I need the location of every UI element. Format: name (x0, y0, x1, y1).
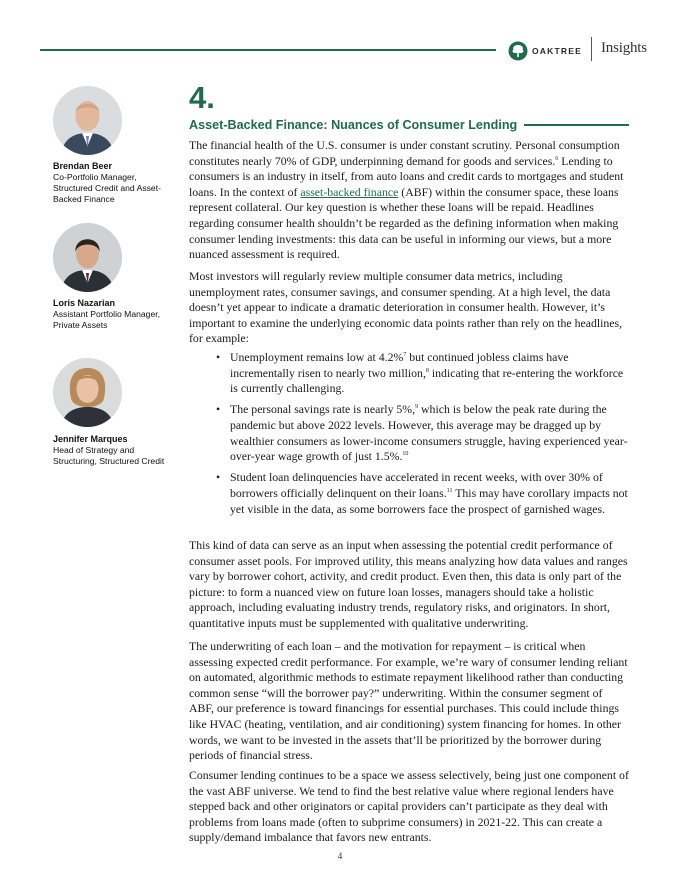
footnote-ref[interactable]: 8 (425, 367, 429, 374)
bullet-text: The personal savings rate is nearly 5%, (230, 402, 416, 417)
author-role: Assistant Portfolio Manager, Private Assets (53, 309, 160, 331)
oak-tree-icon (508, 41, 528, 61)
bullet-list (216, 350, 629, 523)
para1-text-b: Lending to consumers is an industry in itself, from auto loans and credit cards to mortgages and student loans. In the context of (189, 153, 624, 199)
footnote-ref[interactable]: 7 (403, 352, 407, 359)
bullet-text: Student loan delinquencies have accelerated in recent weeks, with over 30% of borrowers officially delinquent on their loans. (230, 470, 603, 500)
oaktree-logo (508, 40, 582, 62)
logo-divider (591, 37, 592, 61)
bullet-text: This may have corollary impacts not yet visible in the data, as some borrowers face the prospect of garnished wages. (230, 485, 628, 516)
para2-text: Most investors will regularly review multiple consumer data metrics, including unemployment rates, consumer savings, and consumer spending. At a high level, the data doesn’t yet appear to indicate a dramatic deterioration in consumer health. However, it’s important to examine the underlying economic data points rather than rely on the headlines, for example: (189, 269, 623, 346)
list-item (216, 402, 629, 464)
author-loris-nazarian (53, 298, 168, 331)
author-role: Co-Portfolio Manager, Structured Credit and Asset-Backed Finance (53, 172, 161, 205)
logo-wordmark: OAKTREE (532, 46, 582, 56)
paragraph-1 (189, 138, 629, 263)
avatar-brendan-beer (53, 86, 122, 155)
footnote-ref[interactable]: 10 (402, 451, 409, 458)
author-name: Jennifer Marques (53, 434, 128, 444)
bullet-text: which is below the peak rate during the pandemic but above 2022 levels. However, this average may be dragged up by wealthier consumers as lower-income consumers struggle, having experienced year-over-year wage growth of just 1.5%. (230, 402, 628, 464)
list-item (216, 470, 629, 517)
section-title: Asset-Backed Finance: Nuances of Consumer Lending (189, 118, 518, 132)
para4-text: The underwriting of each loan – and the motivation for repayment – is critical when assessing expected credit performance. For example, we’re wary of consumer lending reliant on automated, algorithmic methods to estimate repayment likelihood rather than conducting common sense “will the borrower pay?” underwriting. Within the consumer segment of ABF, our preference is toward financings for essential purchases. This could include things like HVAC (heating, ventilation, and air conditioning) system financing for homes. In other words, we want to be invested in the assets that’ll be prioritized by the borrower during periods of financial stress. (189, 639, 628, 763)
paragraph-2 (189, 269, 629, 347)
abf-link[interactable]: asset-backed finance (300, 184, 399, 199)
para5-text: Consumer lending continues to be a space we assess selectively, being just one component of the vast ABF universe. We tend to find the best relative value where regional lenders have stepped back and other originators or capital providers can’t participate as they deal with problems from loans made (often to subprime consumers) in 2021-22. This can create a supply/demand imbalance that favors new entrants. (189, 768, 629, 845)
bullet-text: Unemployment remains low at 4.2% (230, 350, 404, 364)
author-jennifer-marques (53, 434, 168, 467)
para1-text-a: The financial health of the U.S. consumer is under constant scrutiny. Personal consumption constitutes nearly 70% of GDP, underpinning demand for goods and services. (189, 138, 620, 168)
para3-text: This kind of data can serve as an input when assessing the potential credit performance of consumer asset pools. For improved utility, this means analyzing how data values and ranges vary by borrower cohort, activity, and credit product. Even then, this data is only part of the picture: to form a nuanced view on future loan losses, managers should take a holistic approach, including evaluating industry trends, regulatory risks, and originators. In short, quantitative inputs must be supplemented with qualitative underwriting. (189, 538, 628, 630)
insights-label: Insights (601, 40, 647, 56)
paragraph-3 (189, 538, 629, 632)
author-role: Head of Strategy and Structuring, Structured Credit (53, 445, 165, 467)
footnote-ref[interactable]: 6 (555, 155, 559, 162)
author-brendan-beer (53, 161, 168, 206)
header-rule (40, 49, 496, 51)
avatar-loris-nazarian (53, 223, 122, 292)
section-number: 4. (189, 80, 215, 115)
bullet-text: but continued jobless claims have incrementally risen to nearly two million, (230, 350, 569, 380)
footnote-ref[interactable]: 11 (446, 488, 453, 495)
paragraph-4 (189, 639, 629, 764)
author-name: Brendan Beer (53, 161, 113, 171)
title-rule (524, 124, 629, 126)
page-number: 4 (337, 851, 343, 861)
paragraph-5 (189, 768, 629, 846)
section-title-row (189, 118, 629, 132)
bullet-text: indicating that re-entering the workforce is currently challenging. (230, 365, 624, 396)
footnote-ref[interactable]: 9 (415, 404, 419, 411)
avatar-jennifer-marques (53, 358, 122, 427)
author-name: Loris Nazarian (53, 298, 116, 308)
para1-text-c: (ABF) within the consumer space, these loans represent collateral. Our key question is whether these loans will be repaid. Headlines regarding consumer health shouldn’t be regarded as the defining information when making consumer lending investments: this data can be useful in informing our views, but a more nuanced assessment is required. (189, 184, 619, 262)
list-item (216, 350, 629, 397)
